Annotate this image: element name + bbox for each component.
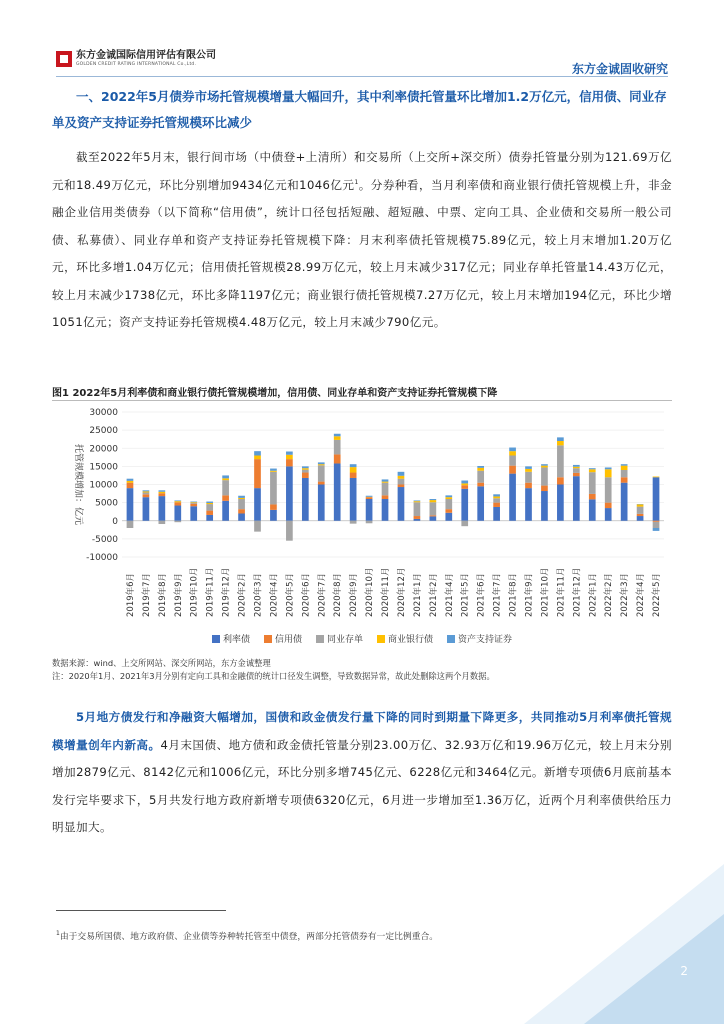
bar-segment bbox=[174, 506, 181, 521]
bar-segment bbox=[621, 470, 628, 477]
bar-segment bbox=[541, 466, 548, 468]
x-tick-label: 2019年11月 bbox=[205, 567, 216, 617]
x-tick-label: 2020年9月 bbox=[349, 572, 360, 617]
x-tick-label: 2021年8月 bbox=[508, 572, 519, 617]
y-tick-label: -5000 bbox=[91, 534, 118, 545]
bar-segment bbox=[159, 493, 166, 496]
bar-segment bbox=[286, 455, 293, 459]
bar-segment bbox=[143, 494, 150, 497]
bar-segment bbox=[573, 467, 580, 468]
stacked-bar-chart bbox=[52, 402, 672, 650]
bar-segment bbox=[302, 470, 309, 473]
bar-segment bbox=[621, 483, 628, 521]
x-tick-label: 2020年3月 bbox=[253, 572, 264, 617]
bar-segment bbox=[509, 451, 516, 455]
x-tick-label: 2021年7月 bbox=[492, 572, 503, 617]
x-tick-label: 2021年9月 bbox=[524, 572, 535, 617]
bar-segment bbox=[509, 466, 516, 474]
page-header bbox=[0, 0, 724, 80]
bar-segment bbox=[398, 472, 405, 476]
bar-segment bbox=[445, 497, 452, 499]
footnote-mark: 1 bbox=[56, 930, 60, 938]
bar-segment bbox=[159, 521, 166, 524]
x-tick-label: 2020年6月 bbox=[301, 572, 312, 617]
bar-segment bbox=[366, 497, 373, 499]
bar-segment bbox=[445, 495, 452, 497]
x-tick-label: 2020年8月 bbox=[333, 572, 344, 617]
bar-segment bbox=[270, 471, 277, 472]
x-tick-label: 2019年7月 bbox=[141, 572, 152, 617]
bar-segment bbox=[430, 499, 437, 500]
note-text: 注：2020年1月、2021年3月分别有定向工具和金融债的统计口径发生调整，导致数据异常，故此处删除这两个月数据。 bbox=[52, 671, 495, 681]
bar-segment bbox=[589, 472, 596, 494]
x-tick-label: 2021年5月 bbox=[460, 572, 471, 617]
bar-segment bbox=[398, 476, 405, 479]
bar-segment bbox=[206, 503, 213, 504]
bar-segment bbox=[206, 511, 213, 515]
bar-segment bbox=[350, 473, 357, 478]
bar-segment bbox=[127, 481, 134, 483]
bar-segment bbox=[525, 488, 532, 521]
chart-grid bbox=[122, 412, 664, 557]
bar-segment bbox=[206, 504, 213, 511]
bar-segment bbox=[605, 469, 612, 477]
x-tick-label: 2021年4月 bbox=[444, 572, 455, 617]
bar-segment bbox=[493, 507, 500, 521]
bar-segment bbox=[414, 501, 421, 502]
legend-swatch bbox=[447, 635, 455, 643]
bar-segment bbox=[334, 434, 341, 437]
y-tick-label: 5000 bbox=[95, 498, 118, 509]
y-tick-label: 30000 bbox=[89, 408, 118, 418]
x-tick-label: 2019年12月 bbox=[221, 567, 232, 617]
bar-segment bbox=[621, 477, 628, 482]
bar-segment bbox=[637, 507, 644, 514]
bar-segment bbox=[190, 502, 197, 503]
bar-segment bbox=[254, 521, 261, 532]
y-tick-label: 10000 bbox=[89, 480, 118, 491]
bar-segment bbox=[270, 510, 277, 521]
legend-item bbox=[447, 632, 512, 645]
bar-segment bbox=[541, 467, 548, 485]
bar-segment bbox=[270, 504, 277, 509]
bar-segment bbox=[190, 502, 197, 503]
source-text: 数据来源：wind、上交所网站、深交所网站，东方金诚整理 bbox=[52, 658, 271, 668]
bar-segment bbox=[430, 516, 437, 520]
bar-segment bbox=[477, 466, 484, 468]
logo-icon bbox=[56, 51, 72, 67]
bar-segment bbox=[366, 499, 373, 521]
bar-segment bbox=[493, 503, 500, 507]
bar-segment bbox=[621, 466, 628, 470]
bar-segment bbox=[318, 462, 325, 464]
paragraph-1 bbox=[52, 144, 672, 337]
bar-segment bbox=[366, 496, 373, 497]
bar-segment bbox=[222, 478, 229, 480]
bar-segment bbox=[637, 504, 644, 506]
x-tick-label: 2021年2月 bbox=[428, 572, 439, 617]
bar-segment bbox=[238, 498, 245, 499]
bar-segment bbox=[143, 497, 150, 521]
bar-segment bbox=[573, 468, 580, 473]
footnote-divider bbox=[56, 910, 226, 911]
bar-segment bbox=[589, 499, 596, 520]
bar-segment bbox=[477, 471, 484, 483]
legend-label: 同业存单 bbox=[326, 635, 363, 645]
x-tick-label: 2021年12月 bbox=[572, 567, 583, 617]
y-tick-label: 15000 bbox=[89, 462, 118, 473]
bar-segment bbox=[509, 456, 516, 466]
bar-segment bbox=[127, 521, 134, 528]
x-tick-label: 2022年3月 bbox=[620, 572, 631, 617]
bar-segment bbox=[127, 488, 134, 521]
bar-segment bbox=[557, 445, 564, 477]
bar-segment bbox=[302, 473, 309, 478]
legend-item bbox=[264, 632, 302, 645]
bar-segment bbox=[477, 483, 484, 487]
bar-segment bbox=[190, 503, 197, 504]
bar-segment bbox=[653, 528, 660, 531]
x-tick-label: 2020年5月 bbox=[285, 572, 296, 617]
legend-item bbox=[212, 632, 250, 645]
bar-segment bbox=[286, 521, 293, 541]
bar-segment bbox=[589, 494, 596, 499]
bar-segment bbox=[350, 478, 357, 521]
x-tick-label: 2020年11月 bbox=[381, 567, 392, 617]
bar-segment bbox=[159, 490, 166, 491]
company-name-cn: 东方金诚国际信用评估有限公司 bbox=[76, 50, 216, 61]
bar-segment bbox=[430, 502, 437, 515]
legend-swatch bbox=[264, 635, 272, 643]
bar-segment bbox=[206, 515, 213, 521]
bar-segment bbox=[286, 459, 293, 466]
bar-segment bbox=[398, 485, 405, 488]
bar-segment bbox=[541, 464, 548, 465]
legend-label: 利率债 bbox=[222, 635, 250, 645]
legend-label: 信用债 bbox=[274, 635, 302, 645]
bar-segment bbox=[254, 456, 261, 460]
bar-segment bbox=[461, 481, 468, 484]
bar-segment bbox=[398, 479, 405, 485]
x-tick-label: 2019年10月 bbox=[189, 567, 200, 617]
page-number: 2 bbox=[680, 964, 688, 978]
bar-segment bbox=[318, 485, 325, 521]
bar-segment bbox=[127, 479, 134, 481]
bar-segment bbox=[430, 515, 437, 516]
legend-swatch bbox=[377, 635, 385, 643]
bar-segment bbox=[222, 495, 229, 500]
bar-segment bbox=[557, 485, 564, 521]
bar-segment bbox=[238, 509, 245, 513]
bar-segment bbox=[174, 501, 181, 502]
bar-segment bbox=[445, 509, 452, 513]
x-tick-label: 2019年6月 bbox=[125, 572, 136, 617]
paragraph-2-lead: 5月地方债发行和净融资大幅增加，国债和政金债发行量下降的同时到期量下降更多，共同推动5月利率债托管规模增量创年内新高。 bbox=[52, 710, 672, 752]
bar-segment bbox=[254, 488, 261, 521]
x-tick-label: 2019年8月 bbox=[157, 572, 168, 617]
legend-item bbox=[316, 632, 363, 645]
bar-segment bbox=[573, 473, 580, 476]
bar-segment bbox=[605, 503, 612, 508]
bar-segment bbox=[653, 477, 660, 521]
footnote-text: 由于交易所国债、地方政府债、企业债等券种转托管至中债登，两部分托管债券有一定比例重合。 bbox=[59, 932, 439, 942]
bar-segment bbox=[430, 500, 437, 502]
bar-segment bbox=[461, 483, 468, 485]
bar-segment bbox=[143, 491, 150, 492]
bar-segment bbox=[159, 492, 166, 493]
corner-decoration bbox=[524, 864, 724, 1024]
company-name-en: GOLDEN CREDIT RATING INTERNATIONAL Co.,Ltd. bbox=[76, 62, 197, 67]
bar-segment bbox=[382, 479, 389, 481]
bar-segment bbox=[206, 502, 213, 503]
bar-segment bbox=[461, 489, 468, 521]
paragraph-2 bbox=[52, 704, 672, 842]
bar-segment bbox=[637, 514, 644, 516]
y-tick-label: -10000 bbox=[86, 553, 118, 563]
x-tick-label: 2022年4月 bbox=[636, 572, 647, 617]
bar-segment bbox=[493, 494, 500, 496]
x-tick-label: 2022年5月 bbox=[652, 572, 663, 617]
bar-segment bbox=[174, 521, 181, 522]
bar-segment bbox=[398, 487, 405, 521]
y-axis-label: 托管规模增加：亿元 bbox=[73, 443, 83, 526]
bar-segment bbox=[477, 486, 484, 520]
bar-segment bbox=[605, 477, 612, 502]
legend-item bbox=[377, 632, 433, 645]
bar-segment bbox=[302, 466, 309, 468]
bar-segment bbox=[382, 482, 389, 483]
bar-segment bbox=[493, 498, 500, 502]
bar-segment bbox=[573, 476, 580, 521]
bar-segment bbox=[445, 499, 452, 509]
legend-swatch bbox=[212, 635, 220, 643]
x-tick-label: 2021年10月 bbox=[540, 567, 551, 617]
bar-segment bbox=[589, 468, 596, 469]
bar-segment bbox=[414, 516, 421, 519]
legend-label: 商业银行债 bbox=[388, 635, 434, 645]
paragraph-1-part2: 。分券种看，当月利率债和商业银行债托管规模上升，非金融企业信用类债券（以下简称“信用债”，统计口径包括短融、超短融、中票、定向工具、企业债和交易所一般公司债、私募债）、同业存单和资产支持证券托管规模下降：月末利率债托管规模75.89亿元，较上月末增加1.20万亿元，环比多增1.04万亿元；信用债托管规模28.99万亿元，较上月末减少317亿元；同业存单托管量14.43万亿元，较上月末减少1738亿元，环比多降1197亿元；商业银行债托管规模7.27万亿元，较上月末增加194亿元，环比少增1051亿元；资产支持证券托管规模4.48万亿元，较上月末减少790亿元。 bbox=[52, 177, 673, 329]
bar-segment bbox=[222, 480, 229, 495]
bar-segment bbox=[159, 496, 166, 521]
bar-segment bbox=[143, 490, 150, 491]
bar-segment bbox=[541, 486, 548, 491]
figure-title: 图1 2022年5月利率债和商业银行债托管规模增加，信用债、同业存单和资产支持证券托管规模下降 bbox=[52, 388, 498, 399]
bar-segment bbox=[653, 522, 660, 528]
bar-segment bbox=[286, 466, 293, 520]
bar-segment bbox=[350, 521, 357, 524]
x-axis-ticks bbox=[125, 568, 662, 617]
bar-segment bbox=[127, 483, 134, 488]
x-tick-label: 2020年12月 bbox=[396, 567, 407, 617]
bar-segment bbox=[174, 500, 181, 501]
bar-segment bbox=[461, 521, 468, 526]
bar-segment bbox=[382, 483, 389, 496]
x-tick-label: 2021年6月 bbox=[476, 572, 487, 617]
bar-segment bbox=[414, 519, 421, 521]
bar-segment bbox=[238, 499, 245, 509]
bar-segment bbox=[653, 477, 660, 478]
bar-segment bbox=[493, 496, 500, 498]
x-tick-label: 2020年10月 bbox=[365, 567, 376, 617]
x-tick-label: 2022年2月 bbox=[604, 572, 615, 617]
bar-segment bbox=[414, 502, 421, 516]
x-tick-label: 2021年1月 bbox=[412, 572, 423, 617]
bar-segment bbox=[525, 466, 532, 469]
bar-segment bbox=[318, 465, 325, 481]
bar-segment bbox=[270, 472, 277, 505]
footnote-ref[interactable]: 1 bbox=[354, 178, 359, 186]
bar-segment bbox=[190, 504, 197, 507]
bar-segment bbox=[382, 495, 389, 499]
bar-segment bbox=[445, 513, 452, 521]
bar-segment bbox=[557, 437, 564, 441]
bar-segment bbox=[589, 469, 596, 472]
bar-segment bbox=[637, 516, 644, 521]
bar-segment bbox=[318, 482, 325, 485]
bar-segment bbox=[286, 452, 293, 455]
x-tick-label: 2020年7月 bbox=[317, 572, 328, 617]
bar-segment bbox=[350, 467, 357, 472]
x-tick-label: 2021年11月 bbox=[556, 567, 567, 617]
bar-segment bbox=[238, 496, 245, 498]
bar-segment bbox=[222, 501, 229, 521]
bar-segment bbox=[414, 500, 421, 501]
bar-segment bbox=[174, 502, 181, 505]
company-logo bbox=[56, 50, 216, 68]
y-axis-ticks bbox=[86, 408, 118, 563]
x-tick-label: 2022年1月 bbox=[588, 572, 599, 617]
x-tick-label: 2019年9月 bbox=[173, 572, 184, 617]
header-divider bbox=[56, 76, 668, 77]
bar-segment bbox=[334, 440, 341, 455]
bar-segment bbox=[254, 459, 261, 488]
bar-segment bbox=[573, 465, 580, 467]
bar-segment bbox=[334, 463, 341, 520]
bar-segment bbox=[605, 467, 612, 469]
bar-segment bbox=[621, 464, 628, 465]
y-tick-label: 20000 bbox=[89, 444, 118, 455]
y-tick-label: 25000 bbox=[89, 426, 118, 437]
paragraph-2-rest: 4月末国债、地方债和政金债托管量分别23.00万亿、32.93万亿和19.96万亿元，较上月末分别增加2879亿元、8142亿元和1006亿元，环比分别多增745亿元、6228亿元和3464亿元。新增专项债6月底前基本发行完毕要求下，5月共发行地方政府新增专项债6320亿元，6月进一步增加至1.36万亿，近两个月利率债供给压力明显加大。 bbox=[52, 737, 672, 834]
bar-segment bbox=[270, 469, 277, 471]
bar-segment bbox=[525, 483, 532, 488]
bar-segment bbox=[557, 477, 564, 484]
bar-segment bbox=[143, 492, 150, 494]
y-tick-label: 0 bbox=[112, 516, 118, 527]
bar-segment bbox=[334, 454, 341, 463]
bar-segment bbox=[318, 464, 325, 465]
bar-segment bbox=[334, 436, 341, 440]
legend-label: 资产支持证券 bbox=[458, 635, 513, 645]
bar-segment bbox=[238, 514, 245, 521]
legend-swatch bbox=[316, 635, 324, 643]
bar-segment bbox=[541, 491, 548, 521]
bar-segment bbox=[477, 468, 484, 471]
chart-legend bbox=[52, 632, 672, 645]
bar-segment bbox=[525, 472, 532, 483]
paragraph-1-part1: 截至2022年5月末，银行间市场（中债登+上清所）和交易所（上交所+深交所）债券托管量分别为121.69万亿元和18.49万亿元，环比分别增加9434亿元和1046亿元 bbox=[52, 150, 672, 192]
figure-divider bbox=[52, 400, 672, 401]
bar-segment bbox=[509, 474, 516, 521]
bar-segment bbox=[557, 441, 564, 445]
bar-segment bbox=[254, 451, 261, 455]
chart-bars bbox=[127, 434, 660, 541]
bar-segment bbox=[525, 469, 532, 472]
section-title: 一、2022年5月债券市场托管规模增量大幅回升，其中利率债托管量环比增加1.2万亿元，信用债、同业存单及资产支持证券托管规模环比减少 bbox=[52, 89, 667, 130]
bar-segment bbox=[605, 508, 612, 521]
bar-segment bbox=[653, 521, 660, 522]
bar-segment bbox=[509, 448, 516, 452]
x-tick-label: 2020年4月 bbox=[269, 572, 280, 617]
bar-segment bbox=[302, 478, 309, 521]
figure-source bbox=[52, 657, 672, 683]
brand-title: 东方金诚固收研究 bbox=[571, 62, 668, 76]
bar-segment bbox=[366, 521, 373, 524]
x-tick-label: 2020年2月 bbox=[237, 572, 248, 617]
bar-segment bbox=[382, 499, 389, 521]
bar-segment bbox=[350, 464, 357, 467]
bar-segment bbox=[461, 485, 468, 489]
bar-segment bbox=[302, 468, 309, 469]
bar-segment bbox=[190, 506, 197, 521]
bar-segment bbox=[222, 475, 229, 478]
